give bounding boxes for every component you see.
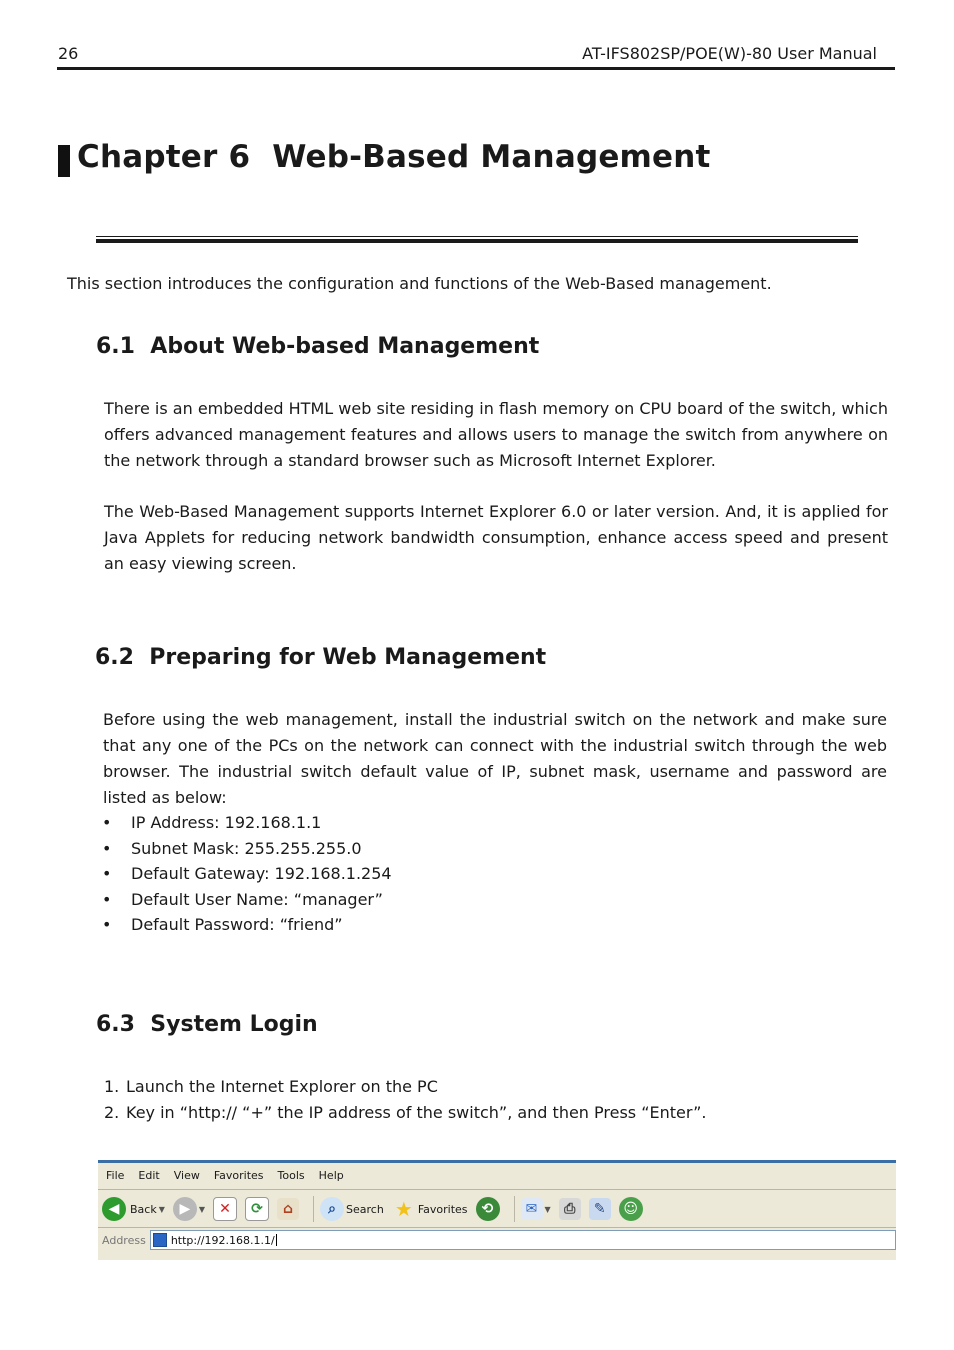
mail-button[interactable] — [521, 1198, 551, 1220]
list-item: • Default Gateway: 192.168.1.254 — [102, 861, 392, 887]
toolbar-divider — [98, 1227, 896, 1228]
intro-text: This section introduces the configuration and functions of the Web-Based management. — [67, 274, 772, 293]
address-bar — [98, 1229, 896, 1251]
edit-icon: ✎ — [589, 1198, 611, 1220]
step-text: Key in “http:// “+” the IP address of the switch”, and then Press “Enter”. — [126, 1103, 707, 1122]
stop-icon: ✕ — [213, 1197, 237, 1221]
toolbar-separator — [514, 1196, 515, 1222]
chevron-down-icon: ▼ — [158, 1204, 165, 1214]
list-item: • IP Address: 192.168.1.1 — [102, 810, 392, 836]
step-item — [104, 1074, 707, 1100]
section-heading-6-3: 6.3 System Login — [96, 1012, 318, 1037]
text-caret — [276, 1234, 277, 1246]
messenger-button[interactable] — [619, 1197, 643, 1221]
manual-title: AT-IFS802SP/POE(W)-80 User Manual — [582, 44, 877, 63]
menu-divider — [98, 1189, 896, 1190]
menu-file[interactable]: File — [106, 1169, 125, 1182]
page-icon — [153, 1233, 167, 1247]
print-icon: ⎙ — [559, 1198, 581, 1220]
list-item: • Default Password: “friend” — [102, 912, 392, 938]
back-icon: ◀ — [102, 1197, 126, 1221]
paragraph: Before using the web management, install the industrial switch on the network and make sure that any one of the PCs on the network can connect with the industrial switch through the web browser. The industrial switch default value of IP, subnet mask, username and password are listed as below: — [103, 710, 887, 807]
menu-edit[interactable]: Edit — [138, 1169, 160, 1182]
address-value: http://192.168.1.1/ — [170, 1233, 275, 1247]
chevron-down-icon: ▼ — [544, 1204, 551, 1214]
chevron-down-icon: ▼ — [198, 1204, 206, 1214]
menu-favorites[interactable]: Favorites — [213, 1169, 264, 1182]
paragraph: There is an embedded HTML web site residing in flash memory on CPU board of the switch, which offers advanced management features and allows users to manage the switch from anywhere on the network through a standard browser such as Microsoft Internet Explorer. — [104, 399, 888, 470]
refresh-button[interactable] — [245, 1197, 269, 1221]
step-text: Launch the Internet Explorer on the PC — [126, 1077, 438, 1096]
chapter-rule-thin — [96, 236, 858, 237]
chapter-title: Chapter 6 Web-Based Management — [77, 139, 711, 175]
print-button[interactable] — [559, 1198, 581, 1220]
section-heading-6-2: 6.2 Preparing for Web Management — [95, 645, 547, 670]
step-item — [104, 1100, 707, 1126]
menu-bar — [98, 1165, 350, 1187]
refresh-icon: ⟳ — [245, 1197, 269, 1221]
section-6-1-body — [104, 396, 888, 577]
list-item: • Subnet Mask: 255.255.255.0 — [102, 836, 392, 862]
step-number: 1. — [104, 1077, 120, 1096]
home-icon: ⌂ — [277, 1198, 299, 1220]
back-label: Back — [130, 1202, 157, 1216]
forward-button[interactable] — [173, 1197, 205, 1221]
list-item: • Default User Name: “manager” — [102, 887, 392, 913]
favorites-button[interactable] — [392, 1197, 468, 1221]
history-button[interactable] — [476, 1197, 500, 1221]
favorites-label: Favorites — [417, 1202, 468, 1216]
paragraph: The Web-Based Management supports Internet Explorer 6.0 or later version. And, it is applied for Java Applets for reducing network bandwidth consumption, enhance access speed and present an easy viewing screen. — [104, 502, 888, 573]
toolbar-separator — [313, 1196, 314, 1222]
back-button[interactable] — [102, 1197, 165, 1221]
messenger-icon: ☺ — [619, 1197, 643, 1221]
browser-toolbar-screenshot — [98, 1160, 896, 1260]
login-steps — [104, 1074, 707, 1126]
header-rule — [57, 67, 895, 70]
search-label: Search — [346, 1202, 384, 1216]
favorites-star-icon: ★ — [394, 1197, 413, 1221]
history-icon: ⟲ — [476, 1197, 500, 1221]
chapter-marker-bar — [58, 145, 70, 177]
section-heading-6-1: 6.1 About Web-based Management — [96, 334, 540, 359]
step-number: 2. — [104, 1103, 120, 1122]
page-number: 26 — [58, 44, 79, 63]
address-input[interactable] — [150, 1230, 896, 1250]
default-settings-list — [102, 810, 392, 938]
chapter-rule-thick — [96, 239, 858, 243]
menu-tools[interactable]: Tools — [277, 1169, 305, 1182]
search-icon: ⌕ — [320, 1197, 344, 1221]
menu-view[interactable]: View — [173, 1169, 200, 1182]
window-title-edge — [98, 1160, 896, 1163]
menu-help[interactable]: Help — [318, 1169, 344, 1182]
search-button[interactable] — [320, 1197, 384, 1221]
forward-icon: ▶ — [173, 1197, 197, 1221]
edit-button[interactable] — [589, 1198, 611, 1220]
address-label: Address — [102, 1233, 146, 1247]
section-6-2-body — [103, 707, 887, 811]
stop-button[interactable] — [213, 1197, 237, 1221]
mail-icon: ✉ — [521, 1198, 543, 1220]
home-button[interactable] — [277, 1198, 299, 1220]
standard-toolbar — [102, 1192, 651, 1226]
